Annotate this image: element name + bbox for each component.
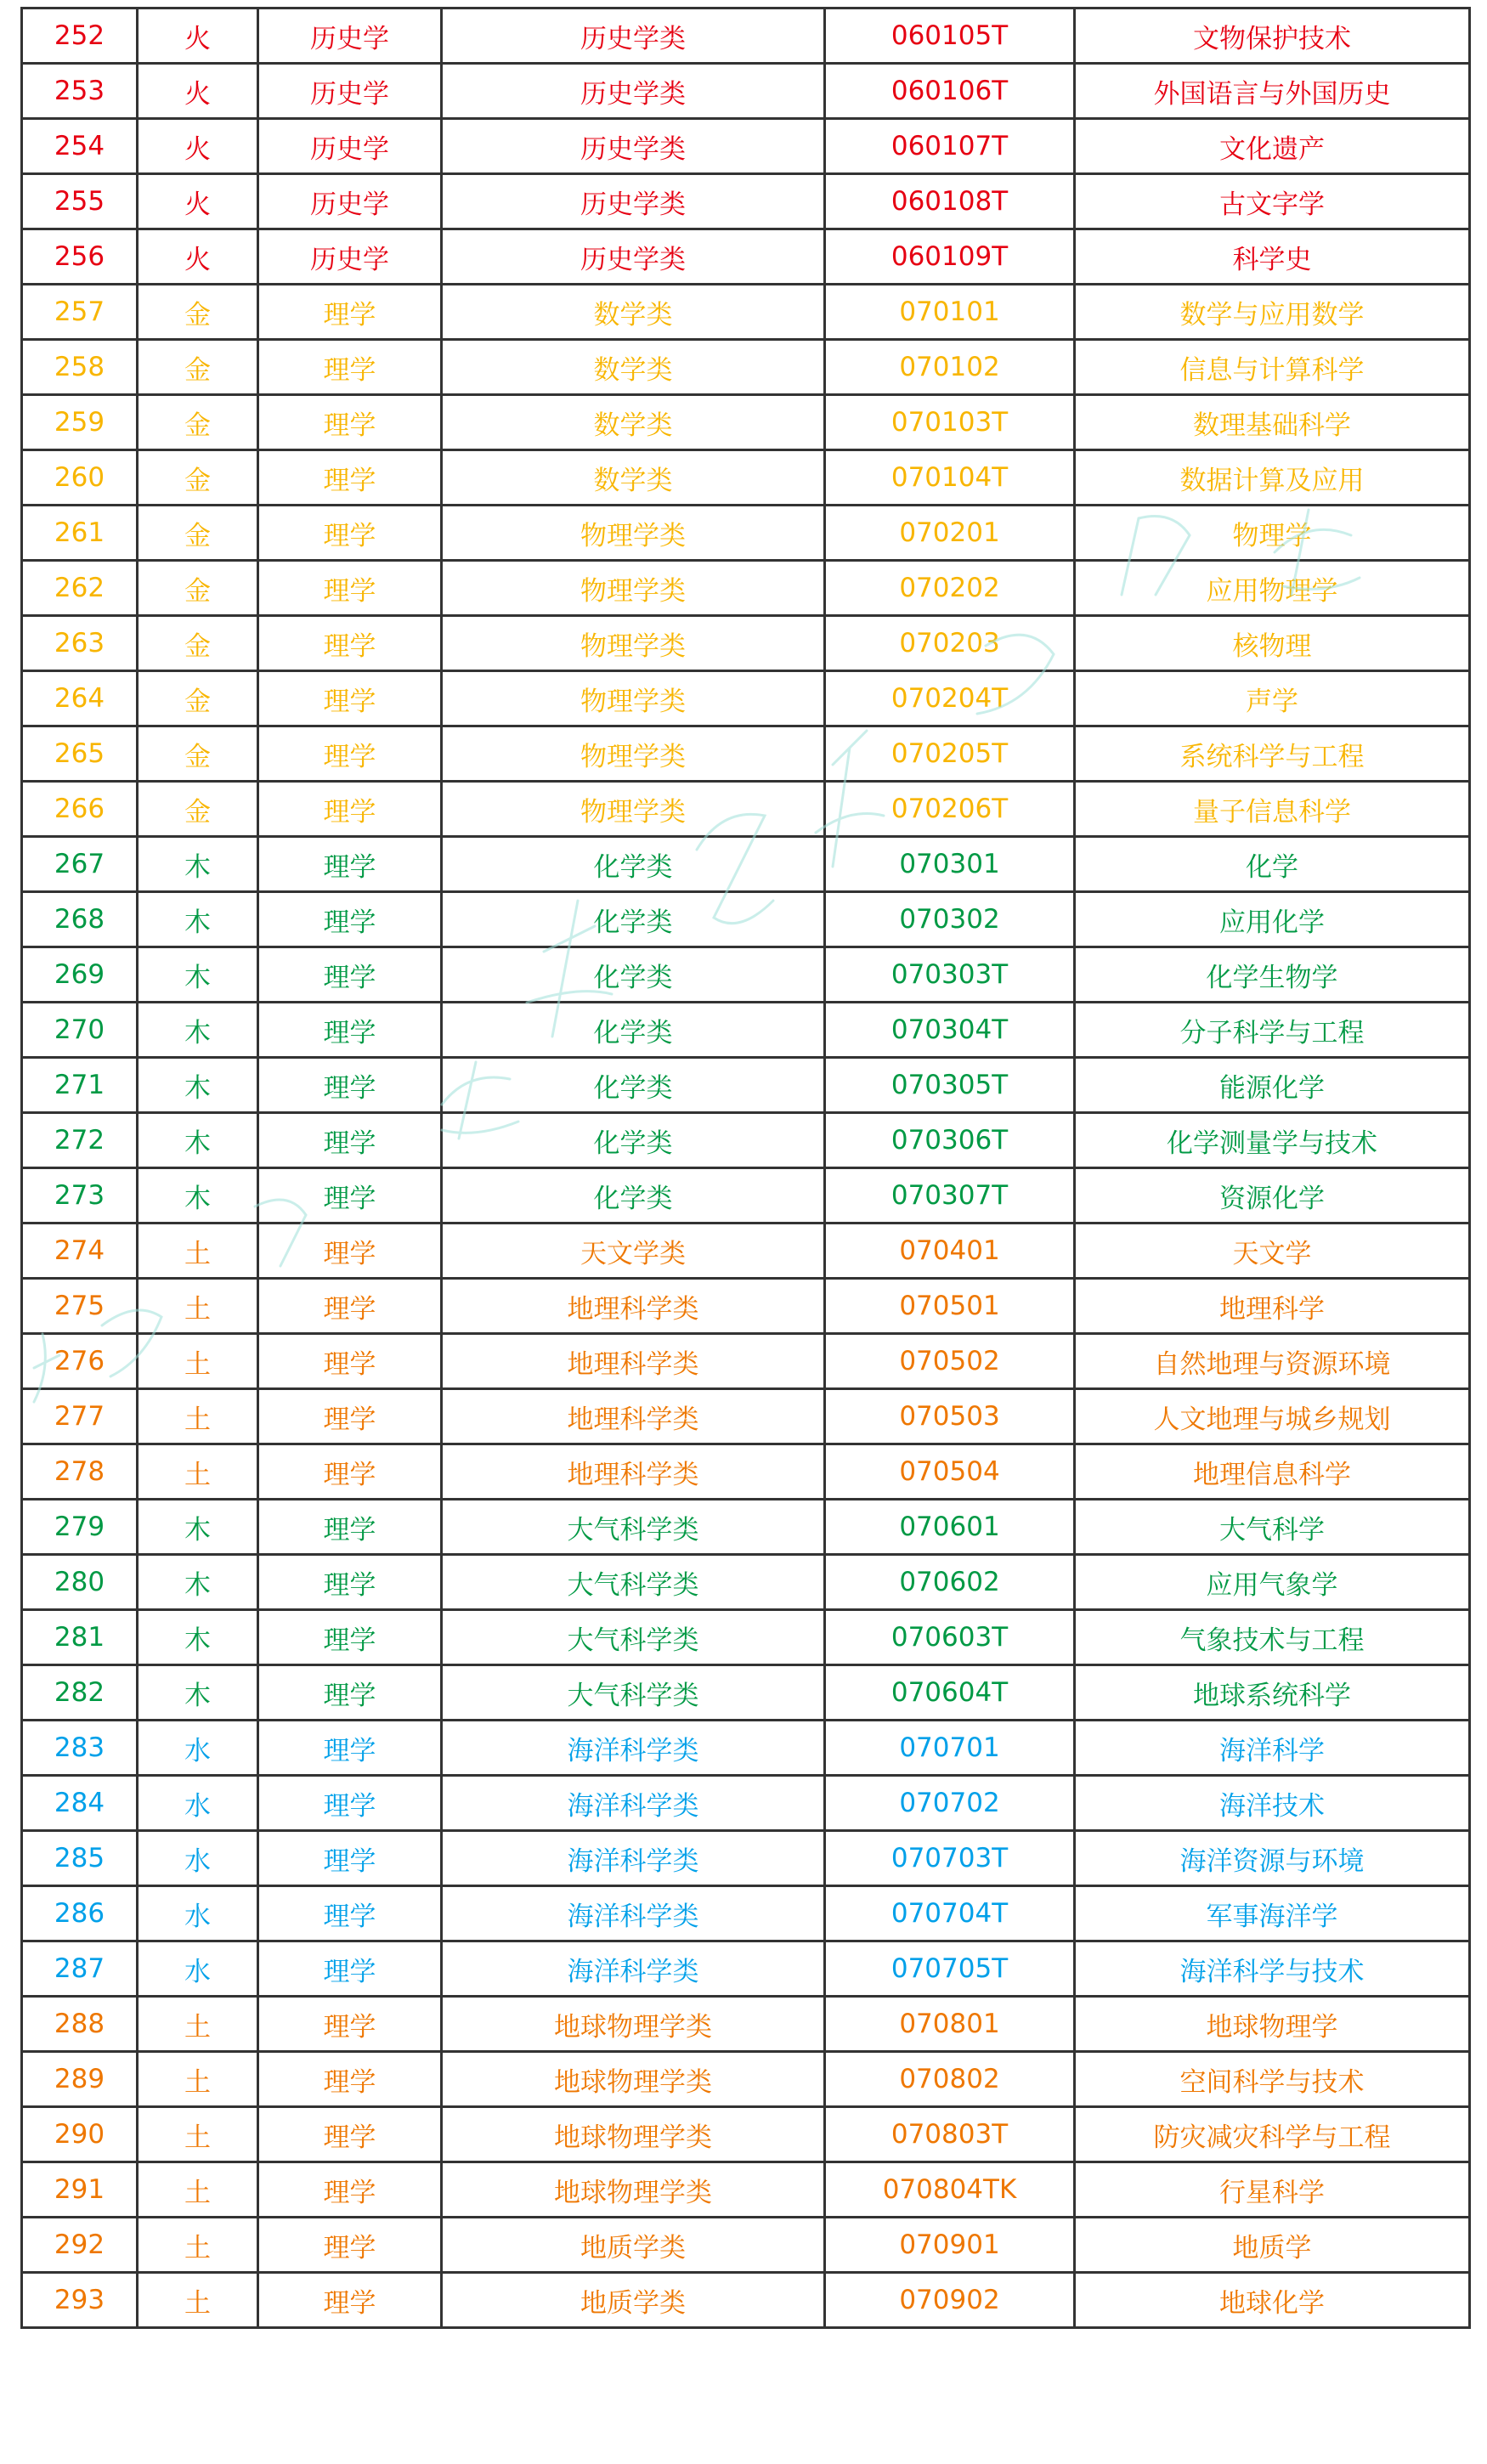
table-row [22, 726, 1470, 782]
major-name-cell: 地质学 [1075, 2218, 1470, 2273]
category-cell: 海洋科学类 [442, 1941, 825, 1997]
category-cell: 数学类 [442, 450, 825, 506]
category-cell: 物理学类 [442, 506, 825, 561]
row-number-cell: 283 [22, 1721, 138, 1776]
major-name-cell: 能源化学 [1075, 1058, 1470, 1113]
row-number-cell: 267 [22, 837, 138, 892]
major-name-cell: 应用化学 [1075, 892, 1470, 947]
major-code-cell: 060105T [825, 8, 1075, 64]
major-code-cell: 070601 [825, 1500, 1075, 1555]
row-number-cell: 261 [22, 506, 138, 561]
major-code-cell: 070802 [825, 2052, 1075, 2107]
discipline-cell: 理学 [258, 2162, 442, 2218]
discipline-cell: 理学 [258, 1776, 442, 1831]
major-code-cell: 070202 [825, 561, 1075, 616]
discipline-cell: 理学 [258, 1224, 442, 1279]
major-code-cell: 070104T [825, 450, 1075, 506]
table-row [22, 2273, 1470, 2328]
table-row [22, 947, 1470, 1003]
major-code-cell: 070602 [825, 1555, 1075, 1610]
discipline-cell: 理学 [258, 340, 442, 395]
major-code-cell: 070701 [825, 1721, 1075, 1776]
table-row [22, 837, 1470, 892]
row-number-cell: 255 [22, 174, 138, 229]
major-name-cell: 文化遗产 [1075, 119, 1470, 174]
row-number-cell: 259 [22, 395, 138, 450]
major-name-cell: 文物保护技术 [1075, 8, 1470, 64]
major-name-cell: 行星科学 [1075, 2162, 1470, 2218]
discipline-cell: 理学 [258, 285, 442, 340]
row-number-cell: 278 [22, 1444, 138, 1500]
row-number-cell: 292 [22, 2218, 138, 2273]
table-row [22, 1941, 1470, 1997]
row-number-cell: 252 [22, 8, 138, 64]
major-name-cell: 化学生物学 [1075, 947, 1470, 1003]
element-cell: 金 [138, 616, 258, 671]
element-cell: 火 [138, 174, 258, 229]
major-code-cell: 070205T [825, 726, 1075, 782]
category-cell: 化学类 [442, 947, 825, 1003]
major-code-cell: 070902 [825, 2273, 1075, 2328]
row-number-cell: 286 [22, 1886, 138, 1941]
major-table-sheet [20, 7, 1468, 2450]
element-cell: 木 [138, 1500, 258, 1555]
major-name-cell: 海洋资源与环境 [1075, 1831, 1470, 1886]
major-code-cell: 070103T [825, 395, 1075, 450]
element-cell: 水 [138, 1721, 258, 1776]
discipline-cell: 理学 [258, 395, 442, 450]
category-cell: 地质学类 [442, 2218, 825, 2273]
major-code-cell: 070502 [825, 1334, 1075, 1389]
major-code-cell: 070204T [825, 671, 1075, 726]
row-number-cell: 291 [22, 2162, 138, 2218]
category-cell: 物理学类 [442, 726, 825, 782]
element-cell: 木 [138, 837, 258, 892]
discipline-cell: 理学 [258, 616, 442, 671]
element-cell: 水 [138, 1776, 258, 1831]
major-name-cell: 数理基础科学 [1075, 395, 1470, 450]
row-number-cell: 281 [22, 1610, 138, 1665]
row-number-cell: 287 [22, 1941, 138, 1997]
major-name-cell: 军事海洋学 [1075, 1886, 1470, 1941]
element-cell: 火 [138, 229, 258, 285]
table-row [22, 8, 1470, 64]
major-name-cell: 信息与计算科学 [1075, 340, 1470, 395]
major-name-cell: 地球物理学 [1075, 1997, 1470, 2052]
major-name-cell: 地球系统科学 [1075, 1665, 1470, 1721]
table-row [22, 340, 1470, 395]
major-code-cell: 070801 [825, 1997, 1075, 2052]
major-name-cell: 古文字学 [1075, 174, 1470, 229]
element-cell: 金 [138, 726, 258, 782]
row-number-cell: 284 [22, 1776, 138, 1831]
major-code-cell: 070304T [825, 1003, 1075, 1058]
major-code-cell: 070401 [825, 1224, 1075, 1279]
major-name-cell: 数据计算及应用 [1075, 450, 1470, 506]
category-cell: 化学类 [442, 1003, 825, 1058]
category-cell: 大气科学类 [442, 1665, 825, 1721]
table-row [22, 671, 1470, 726]
major-name-cell: 天文学 [1075, 1224, 1470, 1279]
major-code-cell: 070305T [825, 1058, 1075, 1113]
row-number-cell: 289 [22, 2052, 138, 2107]
category-cell: 数学类 [442, 395, 825, 450]
table-row [22, 2162, 1470, 2218]
discipline-cell: 历史学 [258, 229, 442, 285]
major-code-cell: 070301 [825, 837, 1075, 892]
table-row [22, 892, 1470, 947]
table-row [22, 1665, 1470, 1721]
category-cell: 化学类 [442, 1113, 825, 1168]
major-code-cell: 060106T [825, 64, 1075, 119]
major-name-cell: 系统科学与工程 [1075, 726, 1470, 782]
element-cell: 金 [138, 340, 258, 395]
discipline-cell: 理学 [258, 2052, 442, 2107]
major-code-cell: 070206T [825, 782, 1075, 837]
major-name-cell: 地球化学 [1075, 2273, 1470, 2328]
element-cell: 土 [138, 1279, 258, 1334]
row-number-cell: 266 [22, 782, 138, 837]
table-row [22, 782, 1470, 837]
table-row [22, 2052, 1470, 2107]
discipline-cell: 历史学 [258, 174, 442, 229]
major-code-cell: 070102 [825, 340, 1075, 395]
element-cell: 水 [138, 1941, 258, 1997]
row-number-cell: 256 [22, 229, 138, 285]
table-row [22, 1831, 1470, 1886]
table-row [22, 1997, 1470, 2052]
major-name-cell: 气象技术与工程 [1075, 1610, 1470, 1665]
element-cell: 土 [138, 2162, 258, 2218]
major-name-cell: 空间科学与技术 [1075, 2052, 1470, 2107]
major-name-cell: 数学与应用数学 [1075, 285, 1470, 340]
row-number-cell: 277 [22, 1389, 138, 1444]
element-cell: 金 [138, 671, 258, 726]
category-cell: 地球物理学类 [442, 2107, 825, 2162]
discipline-cell: 理学 [258, 726, 442, 782]
discipline-cell: 理学 [258, 2107, 442, 2162]
row-number-cell: 285 [22, 1831, 138, 1886]
category-cell: 天文学类 [442, 1224, 825, 1279]
category-cell: 大气科学类 [442, 1500, 825, 1555]
major-name-cell: 声学 [1075, 671, 1470, 726]
category-cell: 历史学类 [442, 229, 825, 285]
row-number-cell: 273 [22, 1168, 138, 1224]
table-row [22, 1003, 1470, 1058]
discipline-cell: 理学 [258, 1886, 442, 1941]
major-code-cell: 060107T [825, 119, 1075, 174]
discipline-cell: 理学 [258, 2273, 442, 2328]
table-row [22, 2107, 1470, 2162]
element-cell: 土 [138, 2218, 258, 2273]
row-number-cell: 290 [22, 2107, 138, 2162]
category-cell: 海洋科学类 [442, 1776, 825, 1831]
category-cell: 历史学类 [442, 174, 825, 229]
category-cell: 海洋科学类 [442, 1721, 825, 1776]
table-row [22, 1113, 1470, 1168]
table-row [22, 1334, 1470, 1389]
discipline-cell: 理学 [258, 1058, 442, 1113]
row-number-cell: 257 [22, 285, 138, 340]
discipline-cell: 理学 [258, 1941, 442, 1997]
discipline-cell: 历史学 [258, 64, 442, 119]
table-row [22, 1224, 1470, 1279]
discipline-cell: 理学 [258, 782, 442, 837]
category-cell: 大气科学类 [442, 1555, 825, 1610]
table-row [22, 1886, 1470, 1941]
element-cell: 土 [138, 1444, 258, 1500]
table-row [22, 1776, 1470, 1831]
major-code-cell: 070603T [825, 1610, 1075, 1665]
table-row [22, 1721, 1470, 1776]
discipline-cell: 理学 [258, 1003, 442, 1058]
element-cell: 火 [138, 119, 258, 174]
discipline-cell: 历史学 [258, 119, 442, 174]
category-cell: 大气科学类 [442, 1610, 825, 1665]
discipline-cell: 理学 [258, 1389, 442, 1444]
element-cell: 木 [138, 947, 258, 1003]
table-row [22, 64, 1470, 119]
row-number-cell: 293 [22, 2273, 138, 2328]
table-row [22, 285, 1470, 340]
element-cell: 金 [138, 395, 258, 450]
category-cell: 物理学类 [442, 616, 825, 671]
major-code-cell: 070307T [825, 1168, 1075, 1224]
element-cell: 火 [138, 64, 258, 119]
element-cell: 木 [138, 1003, 258, 1058]
table-row [22, 1500, 1470, 1555]
major-name-cell: 应用气象学 [1075, 1555, 1470, 1610]
major-code-cell: 060109T [825, 229, 1075, 285]
discipline-cell: 历史学 [258, 8, 442, 64]
category-cell: 地球物理学类 [442, 1997, 825, 2052]
major-name-cell: 化学 [1075, 837, 1470, 892]
element-cell: 金 [138, 285, 258, 340]
major-code-cell: 070803T [825, 2107, 1075, 2162]
table-row [22, 229, 1470, 285]
major-name-cell: 海洋科学与技术 [1075, 1941, 1470, 1997]
major-name-cell: 分子科学与工程 [1075, 1003, 1470, 1058]
table-row [22, 616, 1470, 671]
element-cell: 木 [138, 1610, 258, 1665]
table-row [22, 1389, 1470, 1444]
category-cell: 化学类 [442, 1058, 825, 1113]
element-cell: 木 [138, 892, 258, 947]
major-name-cell: 资源化学 [1075, 1168, 1470, 1224]
category-cell: 历史学类 [442, 8, 825, 64]
element-cell: 火 [138, 8, 258, 64]
major-code-cell: 070306T [825, 1113, 1075, 1168]
major-code-cell: 070201 [825, 506, 1075, 561]
category-cell: 物理学类 [442, 782, 825, 837]
category-cell: 地理科学类 [442, 1444, 825, 1500]
major-name-cell: 自然地理与资源环境 [1075, 1334, 1470, 1389]
category-cell: 地理科学类 [442, 1389, 825, 1444]
major-name-cell: 外国语言与外国历史 [1075, 64, 1470, 119]
category-cell: 物理学类 [442, 561, 825, 616]
element-cell: 木 [138, 1058, 258, 1113]
table-row [22, 2218, 1470, 2273]
major-name-cell: 地理科学 [1075, 1279, 1470, 1334]
category-cell: 海洋科学类 [442, 1886, 825, 1941]
table-row [22, 506, 1470, 561]
row-number-cell: 260 [22, 450, 138, 506]
row-number-cell: 262 [22, 561, 138, 616]
major-code-cell: 070303T [825, 947, 1075, 1003]
category-cell: 地理科学类 [442, 1334, 825, 1389]
row-number-cell: 269 [22, 947, 138, 1003]
element-cell: 土 [138, 1997, 258, 2052]
discipline-cell: 理学 [258, 2218, 442, 2273]
table-row [22, 395, 1470, 450]
table-row [22, 1279, 1470, 1334]
discipline-cell: 理学 [258, 1113, 442, 1168]
row-number-cell: 279 [22, 1500, 138, 1555]
discipline-cell: 理学 [258, 1279, 442, 1334]
major-code-cell: 070302 [825, 892, 1075, 947]
element-cell: 金 [138, 450, 258, 506]
row-number-cell: 288 [22, 1997, 138, 2052]
discipline-cell: 理学 [258, 450, 442, 506]
table-row [22, 1168, 1470, 1224]
discipline-cell: 理学 [258, 671, 442, 726]
discipline-cell: 理学 [258, 1168, 442, 1224]
element-cell: 土 [138, 2052, 258, 2107]
major-name-cell: 物理学 [1075, 506, 1470, 561]
row-number-cell: 264 [22, 671, 138, 726]
discipline-cell: 理学 [258, 1665, 442, 1721]
row-number-cell: 258 [22, 340, 138, 395]
major-name-cell: 海洋技术 [1075, 1776, 1470, 1831]
table-row [22, 1610, 1470, 1665]
discipline-cell: 理学 [258, 1444, 442, 1500]
category-cell: 历史学类 [442, 64, 825, 119]
element-cell: 土 [138, 1389, 258, 1444]
row-number-cell: 268 [22, 892, 138, 947]
element-cell: 木 [138, 1168, 258, 1224]
discipline-cell: 理学 [258, 1334, 442, 1389]
category-cell: 化学类 [442, 837, 825, 892]
row-number-cell: 272 [22, 1113, 138, 1168]
category-cell: 地质学类 [442, 2273, 825, 2328]
table-row [22, 561, 1470, 616]
discipline-cell: 理学 [258, 1997, 442, 2052]
discipline-cell: 理学 [258, 1721, 442, 1776]
row-number-cell: 274 [22, 1224, 138, 1279]
major-name-cell: 人文地理与城乡规划 [1075, 1389, 1470, 1444]
table-row [22, 119, 1470, 174]
category-cell: 地球物理学类 [442, 2162, 825, 2218]
major-code-cell: 060108T [825, 174, 1075, 229]
element-cell: 金 [138, 782, 258, 837]
discipline-cell: 理学 [258, 892, 442, 947]
table-body [22, 8, 1470, 2328]
major-code-cell: 070705T [825, 1941, 1075, 1997]
row-number-cell: 263 [22, 616, 138, 671]
table-row [22, 174, 1470, 229]
element-cell: 土 [138, 1224, 258, 1279]
major-code-cell: 070504 [825, 1444, 1075, 1500]
row-number-cell: 282 [22, 1665, 138, 1721]
category-cell: 数学类 [442, 285, 825, 340]
table-row [22, 1555, 1470, 1610]
major-code-cell: 070702 [825, 1776, 1075, 1831]
major-code-cell: 070704T [825, 1886, 1075, 1941]
row-number-cell: 253 [22, 64, 138, 119]
major-name-cell: 化学测量学与技术 [1075, 1113, 1470, 1168]
element-cell: 土 [138, 2273, 258, 2328]
major-code-cell: 070804TK [825, 2162, 1075, 2218]
element-cell: 水 [138, 1886, 258, 1941]
element-cell: 土 [138, 1334, 258, 1389]
discipline-cell: 理学 [258, 1831, 442, 1886]
table-row [22, 1444, 1470, 1500]
element-cell: 水 [138, 1831, 258, 1886]
major-code-cell: 070101 [825, 285, 1075, 340]
discipline-cell: 理学 [258, 561, 442, 616]
discipline-cell: 理学 [258, 1610, 442, 1665]
major-name-cell: 量子信息科学 [1075, 782, 1470, 837]
discipline-cell: 理学 [258, 506, 442, 561]
category-cell: 地理科学类 [442, 1279, 825, 1334]
major-name-cell: 科学史 [1075, 229, 1470, 285]
row-number-cell: 271 [22, 1058, 138, 1113]
element-cell: 土 [138, 2107, 258, 2162]
major-name-cell: 应用物理学 [1075, 561, 1470, 616]
row-number-cell: 270 [22, 1003, 138, 1058]
major-table [20, 7, 1471, 2329]
major-code-cell: 070604T [825, 1665, 1075, 1721]
category-cell: 历史学类 [442, 119, 825, 174]
element-cell: 木 [138, 1113, 258, 1168]
category-cell: 海洋科学类 [442, 1831, 825, 1886]
category-cell: 物理学类 [442, 671, 825, 726]
row-number-cell: 265 [22, 726, 138, 782]
row-number-cell: 275 [22, 1279, 138, 1334]
major-name-cell: 海洋科学 [1075, 1721, 1470, 1776]
element-cell: 木 [138, 1555, 258, 1610]
major-code-cell: 070503 [825, 1389, 1075, 1444]
discipline-cell: 理学 [258, 1555, 442, 1610]
discipline-cell: 理学 [258, 837, 442, 892]
category-cell: 数学类 [442, 340, 825, 395]
element-cell: 金 [138, 506, 258, 561]
major-name-cell: 核物理 [1075, 616, 1470, 671]
major-name-cell: 防灾减灾科学与工程 [1075, 2107, 1470, 2162]
discipline-cell: 理学 [258, 947, 442, 1003]
major-code-cell: 070203 [825, 616, 1075, 671]
major-code-cell: 070501 [825, 1279, 1075, 1334]
major-code-cell: 070901 [825, 2218, 1075, 2273]
category-cell: 地球物理学类 [442, 2052, 825, 2107]
major-name-cell: 大气科学 [1075, 1500, 1470, 1555]
discipline-cell: 理学 [258, 1500, 442, 1555]
row-number-cell: 280 [22, 1555, 138, 1610]
element-cell: 金 [138, 561, 258, 616]
category-cell: 化学类 [442, 892, 825, 947]
table-row [22, 450, 1470, 506]
major-code-cell: 070703T [825, 1831, 1075, 1886]
row-number-cell: 276 [22, 1334, 138, 1389]
major-name-cell: 地理信息科学 [1075, 1444, 1470, 1500]
table-row [22, 1058, 1470, 1113]
category-cell: 化学类 [442, 1168, 825, 1224]
row-number-cell: 254 [22, 119, 138, 174]
element-cell: 木 [138, 1665, 258, 1721]
